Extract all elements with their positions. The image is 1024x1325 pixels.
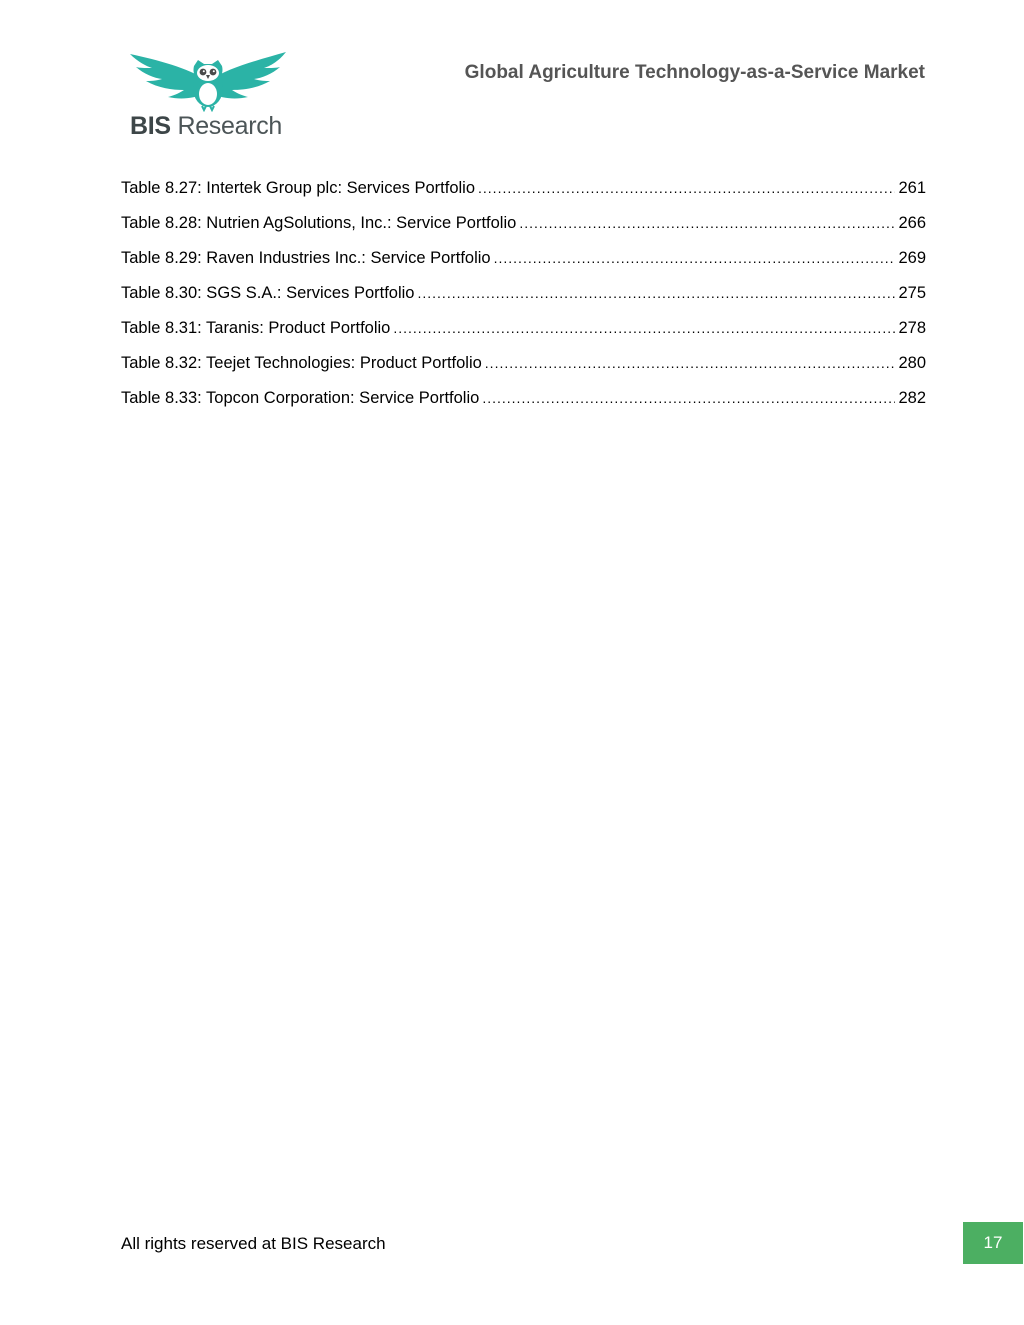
toc-entry[interactable] <box>121 386 926 421</box>
owl-logo-icon <box>128 50 288 112</box>
toc-entry-label: Table 8.30: SGS S.A.: Services Portfolio <box>121 284 415 302</box>
toc-leader-dots <box>519 211 895 235</box>
toc-entry[interactable] <box>121 176 926 211</box>
toc-entry-label: Table 8.27: Intertek Group plc: Services Portfolio <box>121 179 476 197</box>
toc-leader-dots <box>417 281 895 305</box>
toc-entry-page: 266 <box>898 214 926 232</box>
toc-leader-dots <box>478 176 895 200</box>
toc-entry[interactable] <box>121 316 926 351</box>
toc-entry-label: Table 8.29: Raven Industries Inc.: Service Portfolio <box>121 249 491 267</box>
page-number-badge: 17 <box>963 1222 1023 1264</box>
toc-entry-label: Table 8.28: Nutrien AgSolutions, Inc.: Service Portfolio <box>121 214 517 232</box>
toc-entry[interactable] <box>121 211 926 246</box>
footer-copyright: All rights reserved at BIS Research <box>121 1234 386 1253</box>
logo-wordmark <box>130 112 282 141</box>
toc-entry-page: 280 <box>898 354 926 372</box>
toc-leader-dots <box>485 351 896 375</box>
toc-entry-label: Table 8.32: Teejet Technologies: Product Portfolio <box>121 354 482 372</box>
toc-leader-dots <box>482 386 895 410</box>
bis-research-logo <box>128 50 288 140</box>
toc-entry-page: 261 <box>898 179 926 197</box>
logo-brand-light: Research <box>177 112 283 140</box>
toc-entry[interactable] <box>121 351 926 386</box>
toc-entry-page: 282 <box>898 389 926 407</box>
logo-brand-bold: BIS <box>130 112 171 140</box>
toc-entry-label: Table 8.33: Topcon Corporation: Service Portfolio <box>121 389 480 407</box>
toc-entry-label: Table 8.31: Taranis: Product Portfolio <box>121 319 391 337</box>
toc-entry-page: 278 <box>898 319 926 337</box>
toc-leader-dots <box>494 246 896 270</box>
toc-entry[interactable] <box>121 281 926 316</box>
toc-entry-page: 269 <box>898 249 926 267</box>
toc-entry-page: 275 <box>898 284 926 302</box>
table-of-contents <box>121 176 926 421</box>
toc-entry[interactable] <box>121 246 926 281</box>
toc-leader-dots <box>393 316 895 340</box>
report-title: Global Agriculture Technology-as-a-Service Market <box>464 62 925 83</box>
